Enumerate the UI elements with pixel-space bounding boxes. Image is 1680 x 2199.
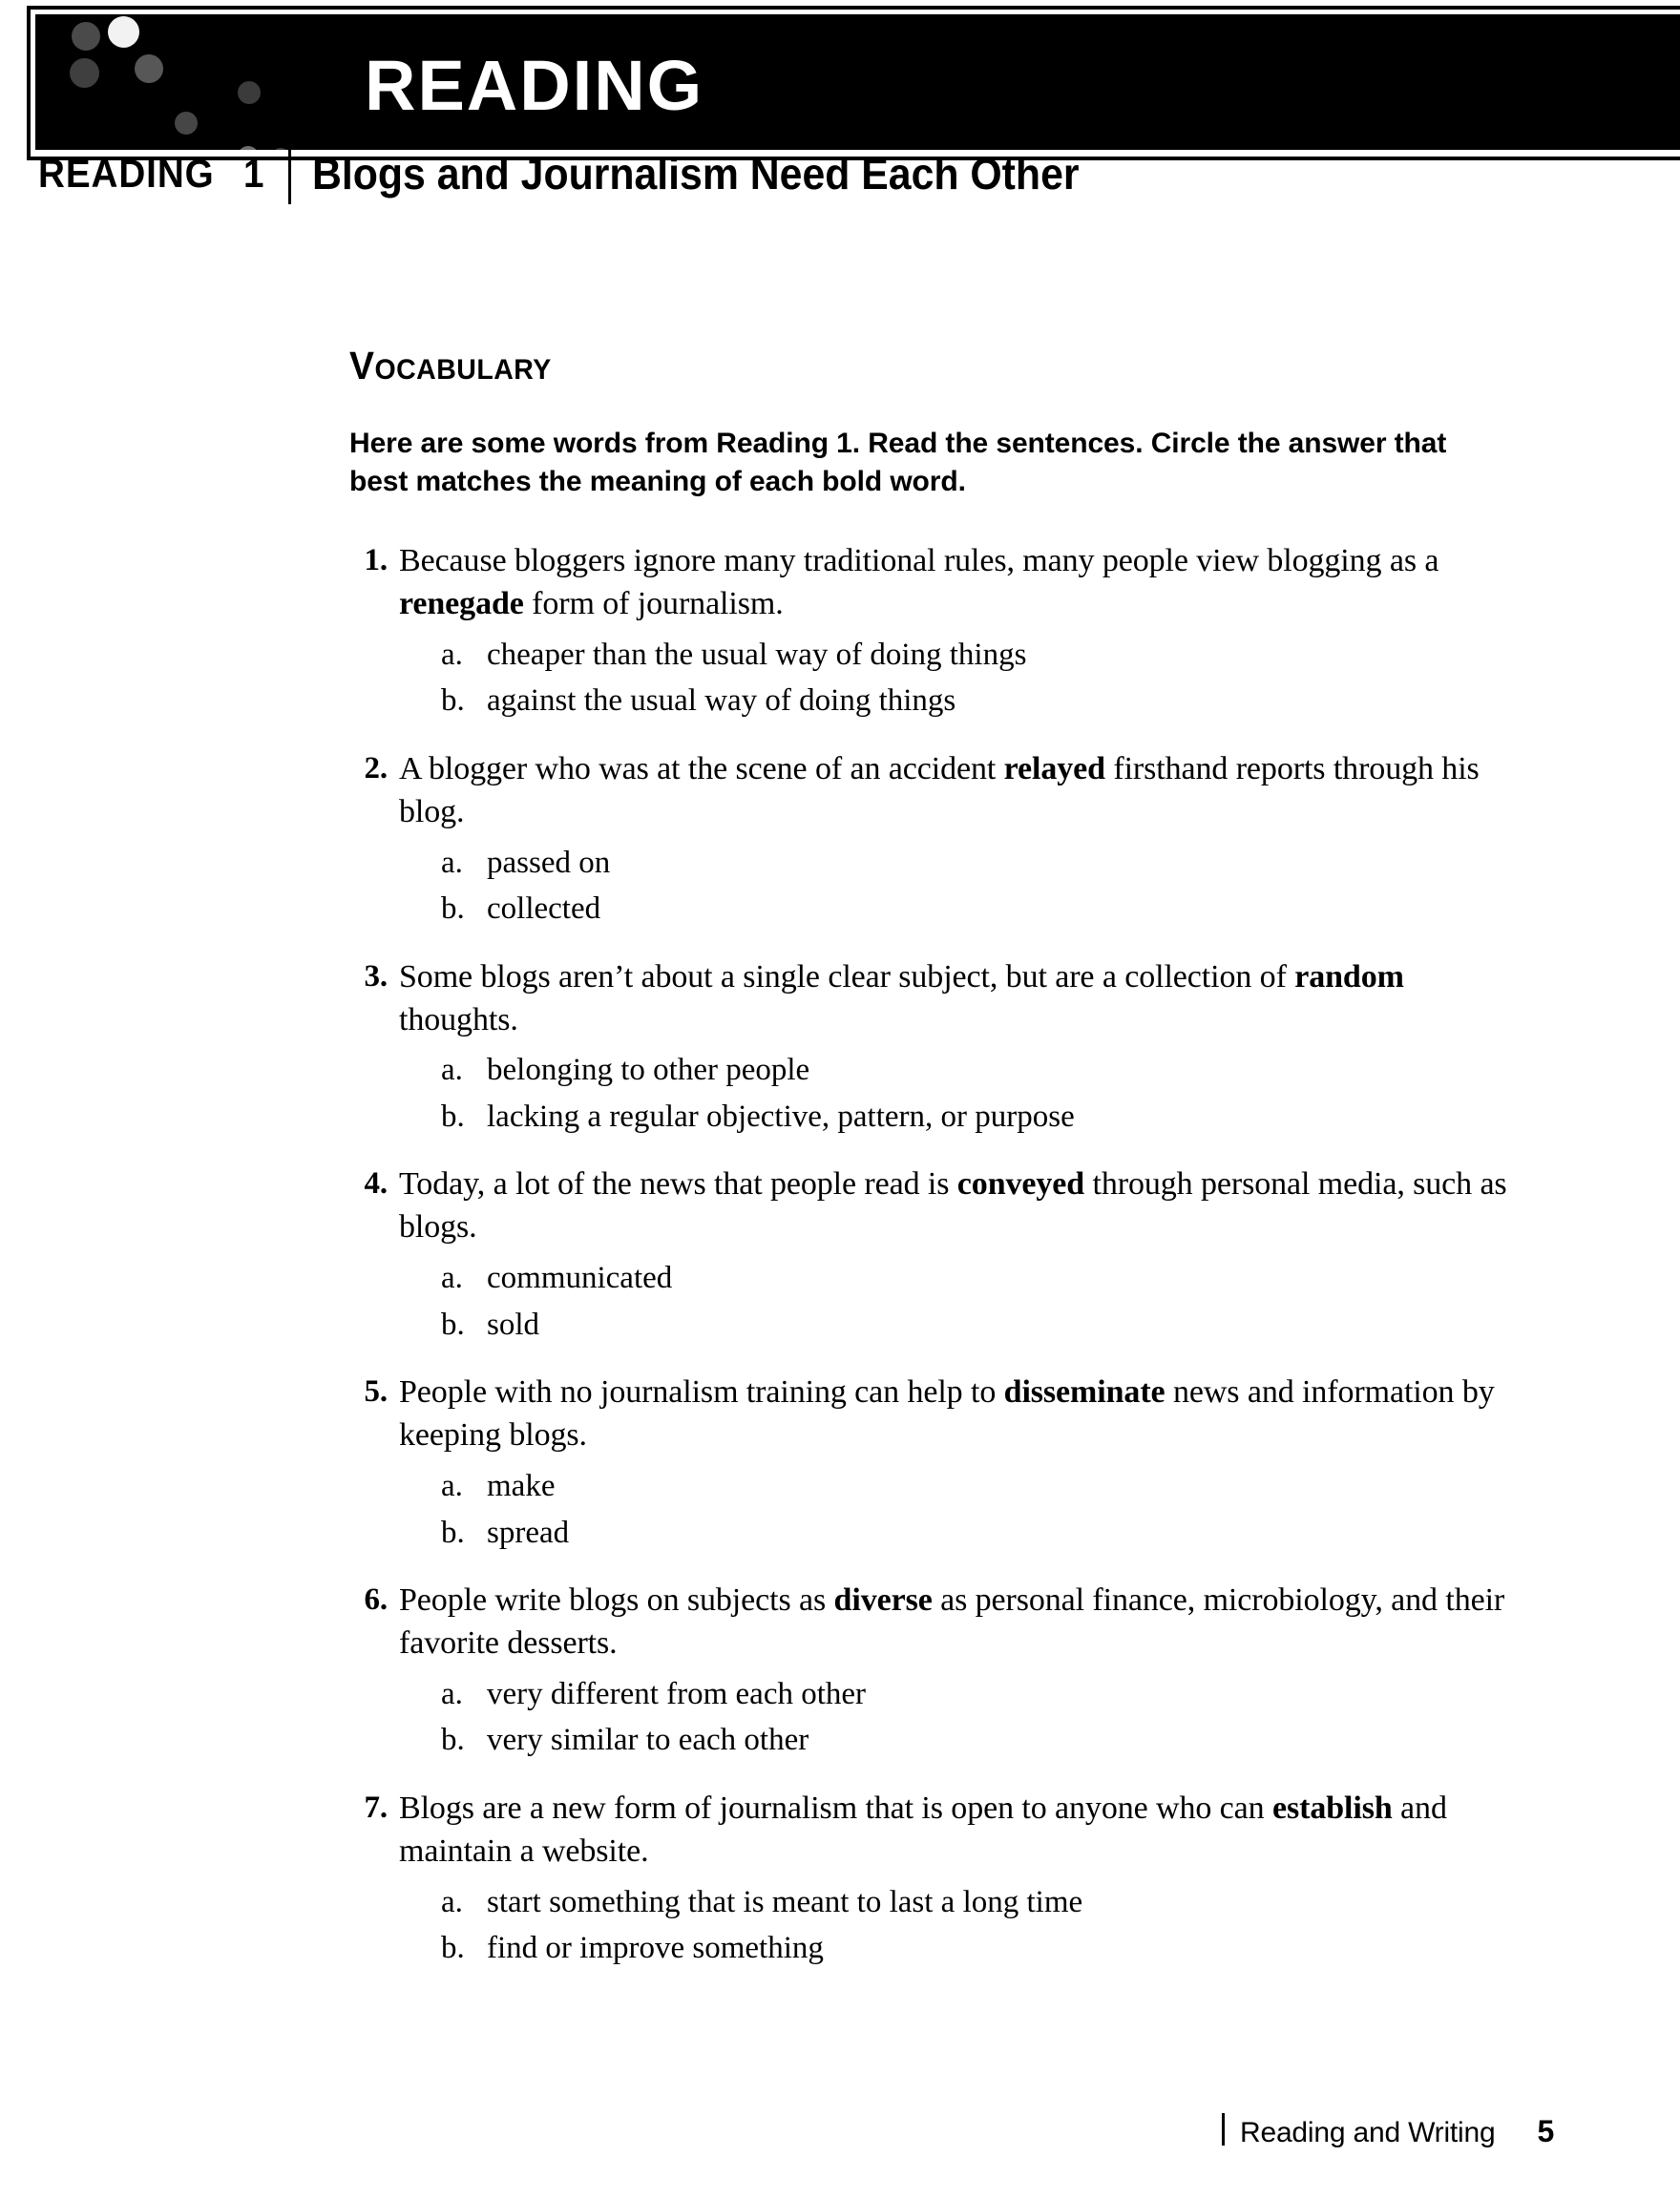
vocabulary-word: establish xyxy=(1271,1790,1393,1826)
stem-text: through personal media, such as blogs. xyxy=(399,1166,1507,1246)
answer-option[interactable] xyxy=(441,1465,1518,1509)
question-stem xyxy=(344,1580,1518,1665)
option-text: against the usual way of doing things xyxy=(487,683,956,719)
reading-label: READING xyxy=(38,151,215,196)
question-stem xyxy=(344,748,1518,834)
option-letter: b. xyxy=(441,1515,465,1550)
stem-text: A blogger who was at the scene of an accident xyxy=(399,750,1004,786)
decorative-dot-icon xyxy=(175,112,198,135)
stem-text: news and information by keeping blogs. xyxy=(399,1374,1495,1454)
vocabulary-question xyxy=(344,1788,1518,1971)
vocabulary-question xyxy=(344,540,1518,723)
question-number: 7. xyxy=(364,1790,388,1825)
answer-option[interactable] xyxy=(441,1719,1518,1763)
option-text: passed on xyxy=(487,845,611,880)
option-text: cheaper than the usual way of doing things xyxy=(487,637,1027,672)
option-letter: a. xyxy=(441,1261,463,1296)
option-text: very similar to each other xyxy=(487,1723,809,1758)
option-letter: b. xyxy=(441,1099,465,1134)
vocabulary-heading-initial: V xyxy=(349,344,375,387)
stem-text: and maintain a website. xyxy=(399,1790,1447,1869)
answer-option[interactable] xyxy=(441,842,1518,886)
stem-text: as personal finance, microbiology, and their favorite desserts. xyxy=(399,1582,1505,1661)
option-text: sold xyxy=(487,1307,540,1342)
vocabulary-question xyxy=(344,1372,1518,1555)
answer-option[interactable] xyxy=(441,1673,1518,1717)
answer-option[interactable] xyxy=(441,1096,1518,1140)
option-letter: a. xyxy=(441,1053,463,1088)
reading-title: Blogs and Journalism Need Each Other xyxy=(312,149,1080,199)
instructions-text: Here are some words from Reading 1. Read the sentences. Circle the answer that best matches the meaning of each bold word. xyxy=(349,428,1447,497)
option-letter: a. xyxy=(441,1469,463,1503)
answer-options xyxy=(344,842,1518,932)
option-letter: b. xyxy=(441,1307,465,1342)
option-text: make xyxy=(487,1469,556,1503)
vocabulary-word: disseminate xyxy=(1003,1374,1166,1411)
answer-options xyxy=(344,634,1518,723)
answer-option[interactable] xyxy=(441,1881,1518,1925)
stem-text: Blogs are a new form of journalism that is open to anyone who can xyxy=(399,1790,1272,1826)
option-letter: b. xyxy=(441,891,465,927)
reading-heading xyxy=(38,143,1470,204)
option-letter: a. xyxy=(441,637,463,672)
option-letter: a. xyxy=(441,845,463,880)
option-text: collected xyxy=(487,891,601,927)
answer-option[interactable] xyxy=(441,1304,1518,1348)
vocabulary-heading-rest: OCABULARY xyxy=(374,354,552,386)
decorative-dot-icon xyxy=(108,16,139,48)
answer-options xyxy=(344,1881,1518,1971)
decorative-dot-icon xyxy=(70,58,99,88)
stem-text: firsthand reports through his blog. xyxy=(399,750,1480,829)
vocabulary-question xyxy=(344,956,1518,1140)
question-number: 4. xyxy=(364,1166,388,1202)
vocabulary-question xyxy=(344,1580,1518,1763)
option-letter: b. xyxy=(441,683,465,719)
footer-label: Reading and Writing xyxy=(1240,2117,1496,2148)
question-stem xyxy=(344,540,1518,626)
answer-options xyxy=(344,1257,1518,1347)
option-letter: a. xyxy=(441,1676,463,1711)
page-number: 5 xyxy=(1537,2114,1555,2148)
answer-option[interactable] xyxy=(441,1927,1518,1971)
option-text: spread xyxy=(487,1515,570,1550)
decorative-dot-icon xyxy=(238,81,261,104)
answer-option[interactable] xyxy=(441,1257,1518,1301)
banner-fill xyxy=(35,14,1680,150)
question-stem xyxy=(344,1788,1518,1874)
answer-option[interactable] xyxy=(441,888,1518,932)
option-letter: a. xyxy=(441,1884,463,1919)
vocabulary-word: diverse xyxy=(833,1582,933,1619)
decorative-dot-icon xyxy=(72,22,100,51)
footer-divider-icon xyxy=(1222,2113,1225,2146)
vocabulary-word: relayed xyxy=(1003,750,1105,786)
answer-option[interactable] xyxy=(441,680,1518,723)
option-text: belonging to other people xyxy=(487,1053,810,1088)
option-text: lacking a regular objective, pattern, or purpose xyxy=(487,1099,1075,1134)
answer-options xyxy=(344,1465,1518,1555)
stem-text: form of journalism. xyxy=(523,585,784,621)
page-header-banner xyxy=(27,6,1680,160)
question-number: 2. xyxy=(364,750,388,785)
stem-text: People write blogs on subjects as xyxy=(399,1582,834,1619)
question-stem xyxy=(344,1372,1518,1457)
answer-option[interactable] xyxy=(441,1049,1518,1093)
stem-text: Some blogs aren’t about a single clear subject, but are a collection of xyxy=(399,958,1295,995)
answer-option[interactable] xyxy=(441,1512,1518,1556)
vocabulary-heading xyxy=(349,344,552,388)
decorative-dot-icon xyxy=(135,54,163,83)
answer-options xyxy=(344,1049,1518,1139)
reading-number: 1 xyxy=(242,151,264,196)
question-stem xyxy=(344,956,1518,1042)
vocabulary-word: conveyed xyxy=(956,1166,1085,1203)
vocabulary-word: renegade xyxy=(399,585,524,621)
question-number: 1. xyxy=(364,543,388,577)
stem-text: Today, a lot of the news that people read is xyxy=(399,1166,957,1203)
vocabulary-word: random xyxy=(1294,958,1404,995)
option-text: very different from each other xyxy=(487,1676,867,1711)
question-number: 3. xyxy=(364,958,388,994)
question-number: 5. xyxy=(364,1374,388,1410)
vocabulary-question xyxy=(344,748,1518,932)
option-text: find or improve something xyxy=(487,1931,824,1966)
stem-text: People with no journalism training can help to xyxy=(399,1374,1004,1411)
stem-text: thoughts. xyxy=(399,1001,518,1037)
option-text: communicated xyxy=(487,1261,673,1296)
option-letter: b. xyxy=(441,1723,465,1758)
option-letter: b. xyxy=(441,1931,465,1966)
vocabulary-question-list xyxy=(344,540,1518,1996)
option-text: start something that is meant to last a long time xyxy=(487,1884,1083,1919)
stem-text: Because bloggers ignore many traditional rules, many people view blogging as a xyxy=(399,543,1439,578)
answer-option[interactable] xyxy=(441,634,1518,678)
page-footer xyxy=(1222,2109,1554,2149)
vocabulary-question xyxy=(344,1163,1518,1347)
question-number: 6. xyxy=(364,1582,388,1618)
vertical-divider xyxy=(288,143,291,204)
question-stem xyxy=(344,1163,1518,1249)
banner-title: READING xyxy=(365,46,704,125)
answer-options xyxy=(344,1673,1518,1763)
